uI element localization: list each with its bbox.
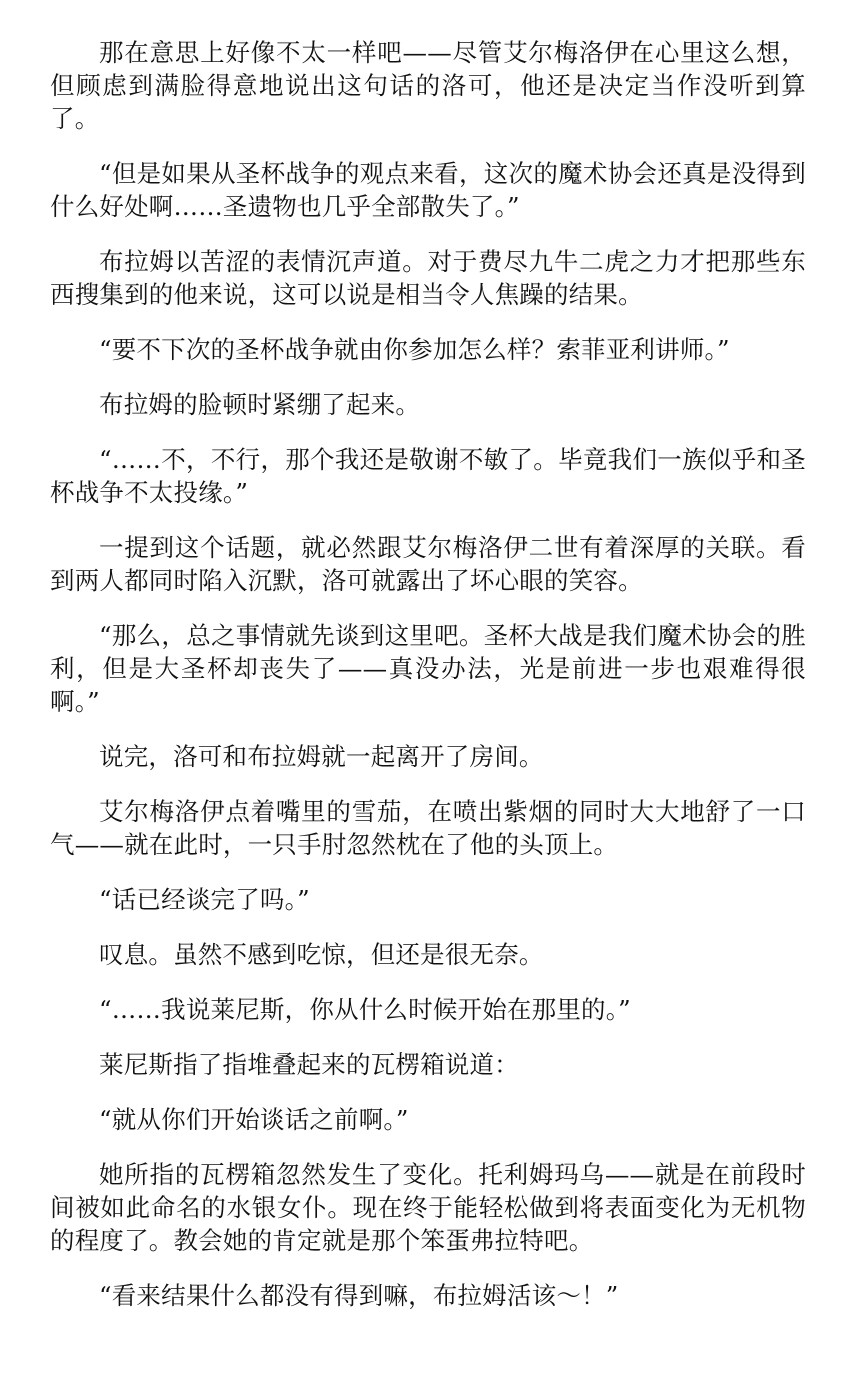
paragraph-8: “那么，总之事情就先谈到这里吧。圣杯大战是我们魔术协会的胜利，但是大圣杯却丧失了——真没办法，光是前进一步也艰难得很啊。” bbox=[50, 621, 806, 716]
paragraph-5: 布拉姆的脸顿时紧绷了起来。 bbox=[99, 390, 421, 419]
paragraph-13: “……我说莱尼斯，你从什么时候开始在那里的。” bbox=[99, 995, 631, 1024]
paragraph-9: 说完，洛可和布拉姆就一起离开了房间。 bbox=[99, 742, 544, 771]
paragraph-17: “看来结果什么都没有得到嘛，布拉姆活该～！” bbox=[99, 1281, 619, 1310]
paragraph-3: 布拉姆以苦涩的表情沉声道。对于费尽九牛二虎之力才把那些东西搜集到的他来说，这可以说是相当令人焦躁的结果。 bbox=[50, 247, 806, 309]
paragraph-10: 艾尔梅洛伊点着嘴里的雪茄，在喷出紫烟的同时大大地舒了一口气——就在此时，一只手肘忽然枕在了他的头顶上。 bbox=[50, 797, 806, 859]
paragraph-15: “就从你们开始谈话之前啊。” bbox=[99, 1105, 409, 1134]
document-page bbox=[50, 36, 806, 1334]
paragraph-6: “……不，不行，那个我还是敬谢不敏了。毕竟我们一族似乎和圣杯战争不太投缘。” bbox=[50, 445, 806, 507]
paragraph-12: 叹息。虽然不感到吃惊，但还是很无奈。 bbox=[99, 940, 544, 969]
paragraph-14: 莱尼斯指了指堆叠起来的瓦楞箱说道： bbox=[99, 1050, 519, 1079]
paragraph-2: “但是如果从圣杯战争的观点来看，这次的魔术协会还真是没得到什么好处啊……圣遗物也几乎全部散失了。” bbox=[50, 159, 806, 221]
paragraph-4: “要不下次的圣杯战争就由你参加怎么样？索菲亚利讲师。” bbox=[99, 335, 730, 364]
paragraph-7: 一提到这个话题，就必然跟艾尔梅洛伊二世有着深厚的关联。看到两人都同时陷入沉默，洛可就露出了坏心眼的笑容。 bbox=[50, 533, 806, 595]
paragraph-16: 她所指的瓦楞箱忽然发生了变化。托利姆玛乌——就是在前段时间被如此命名的水银女仆。现在终于能轻松做到将表面变化为无机物的程度了。教会她的肯定就是那个笨蛋弗拉特吧。 bbox=[50, 1160, 806, 1255]
paragraph-11: “话已经谈完了吗。” bbox=[99, 885, 310, 914]
paragraph-1: 那在意思上好像不太一样吧——尽管艾尔梅洛伊在心里这么想，但顾虑到满脸得意地说出这句话的洛可，他还是决定当作没听到算了。 bbox=[50, 38, 806, 133]
